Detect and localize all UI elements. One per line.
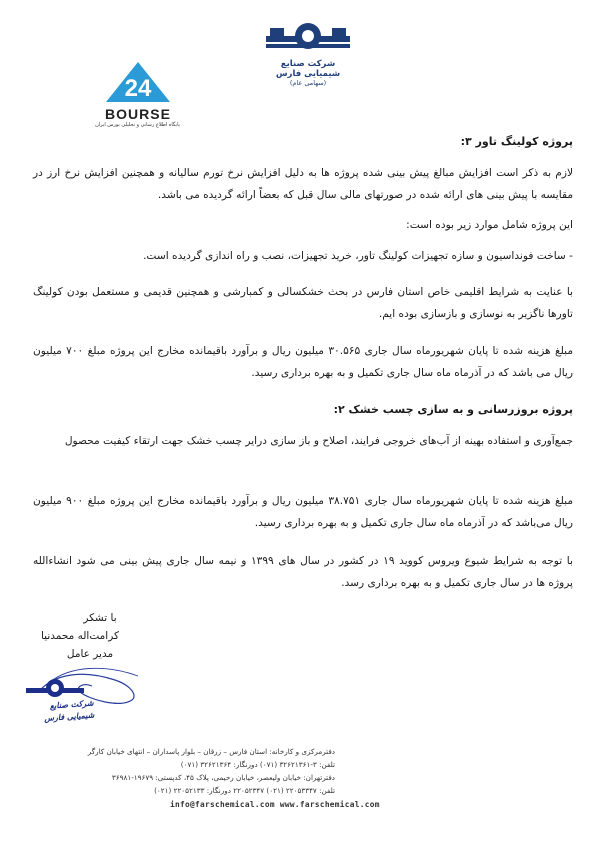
company-stamp <box>20 660 150 740</box>
bourse-logo-mark <box>96 60 180 104</box>
signature-title: مدیر عامل <box>66 648 114 660</box>
paragraph: مبلغ هزینه شده تا پایان شهریورماه سال جاری ۳۰.۵۶۵ میلیون ریال و برآورد باقیمانده مخارج این پروژه مبلغ ۷۰۰ میلیون ریال می باشد که در آذرماه ماه سال جاری تکمیل و به بهره برداری رسید. <box>33 345 573 379</box>
footer-address: دفترمرکزی و کارخانه: استان فارس – زرقان – بلوار پاسداران – انتهای خیابان کارگر <box>87 747 335 756</box>
signature-block <box>20 612 140 660</box>
signature-thanks: با تشکر <box>83 612 117 624</box>
stamp-text: شرکت صنایع شیمیایی فارس <box>43 698 95 724</box>
company-logo-mark <box>262 16 354 56</box>
footer-tehran-address: دفترتهران: خیابان ولیعصر، خیابان رحیمی، پلاک ۴۵، کدپستی: ۱۹۶۷۹-۳۶۹۸۱ <box>111 773 335 782</box>
svg-text:24: 24 <box>124 75 152 102</box>
bullet-item: - ساخت فونداسیون و سازه تجهیزات کولینگ تاور، خرید تجهیزات، نصب و راه اندازی گردیده است. <box>143 250 573 262</box>
bourse-caption: پایگاه اطلاع رسانی و تحلیلی بورس ایران <box>95 122 180 128</box>
section-heading: پروژه بروزرسانی و به سازی چسب خشک ۲: <box>333 403 573 416</box>
paragraph: با عنایت به شرایط اقلیمی خاص استان فارس در بحث خشکسالی و کمبارشی و همچنین قدیمی و مستعمل بودن کولینگ تاورها ناگزیر به نوسازی و بازسازی بوده ایم. <box>33 286 573 320</box>
footer-tehran-phone: تلفن: ۲۲۰۵۳۳۴۷ (۰۲۱) ۲۲۰۵۲۳۴۷ دورنگار: ۲۲۰۵۲۱۳۳ (۰۲۱) <box>154 786 335 795</box>
footer-contact[interactable]: info@farschemical.com www.farschemical.com <box>170 800 380 809</box>
signature-name: کرامت‌اله محمدنیا <box>40 630 119 642</box>
paragraph: با توجه به شرایط شیوع ویروس کووید ۱۹ در کشور در سال های ۱۳۹۹ و نیمه سال جاری پیش بینی می شود انشاءالله پروژه ها در سال جاری تکمیل و به بهره برداری رسد. <box>33 555 573 589</box>
paragraph: مبلغ هزینه شده تا پایان شهریورماه سال جاری ۳۸.۷۵۱ میلیون ریال و برآورد باقیمانده مخارج این پروژه مبلغ ۹۰۰ میلیون ریال می‌باشد که در آذرماه ماه سال جاری تکمیل و به بهره برداری رسید. <box>33 495 573 529</box>
company-logo <box>262 16 354 87</box>
paragraph: لازم به ذکر است افزایش مبالغ پیش بینی شده پروژه ها به دلیل افزایش نرخ تورم سالیانه و همچنین افزایش نرخ ارز در مقایسه با پیش بینی های ارائه شده در صورتهای مالی سال قبل که بعضاً ارائه گردیده می باشد. <box>33 167 573 201</box>
company-name: شرکت صنایع شیمیایی فارس <box>275 59 341 79</box>
paragraph: جمع‌آوری و استفاده بهینه از آب‌های خروجی فرایند، اصلاح و باز سازی درایر چسب خشک جهت ارتقاء کیفیت محصول <box>64 435 573 447</box>
bourse-title: BOURSE <box>105 106 171 122</box>
bourse-logo <box>96 60 180 132</box>
section-heading: پروژه کولینگ تاور ۳: <box>460 135 573 148</box>
paragraph: این پروژه شامل موارد زیر بوده است: <box>406 219 573 231</box>
footer-phone: تلفن: ۳-۳۲۶۲۱۳۶۱ (۰۷۱) دورنگار: ۳۲۶۲۱۳۶۴ (۰۷۱) <box>180 760 335 769</box>
company-sub: (سهامی عام) <box>289 79 327 87</box>
